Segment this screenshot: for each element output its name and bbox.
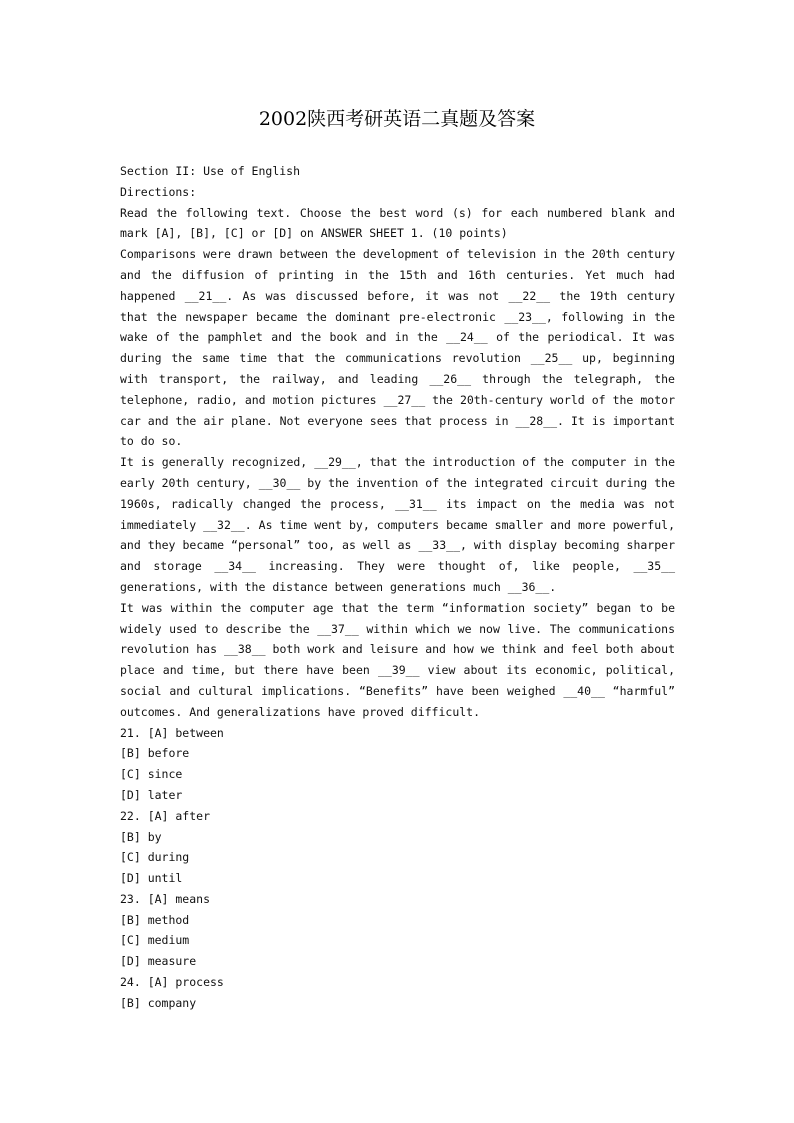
directions-text: Read the following text. Choose the best word (s) for each numbered blank and mark [A], [B], [C] or [D] on ANSWER SHEET 1. (10 points): [120, 205, 675, 241]
option-22-a: 22. [A] after: [120, 808, 211, 823]
option-23-a: 23. [A] means: [120, 891, 211, 906]
option-23-c: [C] medium: [120, 933, 190, 948]
option-22-b: [B] by: [120, 829, 162, 844]
section-heading: Section II: Use of English: [120, 164, 301, 178]
option-24-a: 24. [A] process: [120, 975, 224, 990]
option-21-b: [B] before: [120, 746, 190, 761]
option-22-d: [D] until: [120, 871, 183, 886]
document-title: 2002陕西考研英语二真题及答案: [258, 108, 536, 130]
directions-label: Directions:: [120, 184, 197, 199]
passage-paragraph-1: Comparisons were drawn between the development of television in the 20th century and the diffusion of printing in the 15th and 16th centuries. Yet much had happened __21__. As was discussed before, it was not __22__ the 19th century that the newspaper became the dominant pre-electronic __23__, following in the wake of the pamphlet and the book and in the __24__ of the periodical. It was during the same time that the communications revolution __25__ up, beginning with transport, the railway, and leading __26__ through the telegraph, the telephone, radio, and motion pictures __27__ the 20th-century world of the motor car and the air plane. Not everyone sees that process in __28__. It is important to do so.: [120, 247, 675, 449]
option-22-c: [C] during: [120, 850, 190, 865]
option-24-b: [B] company: [120, 995, 197, 1010]
option-23-b: [B] method: [120, 912, 190, 927]
document-body: [120, 161, 675, 1014]
option-21-d: [D] later: [120, 787, 183, 802]
option-21-a: 21. [A] between: [120, 725, 224, 740]
option-21-c: [C] since: [120, 767, 183, 782]
passage-paragraph-3: It was within the computer age that the term “information society” began to be widely used to describe the __37__ within which we now live. The communications revolution has __38__ both work and leisure and how we think and feel both about place and time, but there have been __39__ view about its economic, political, social and cultural implications. “Benefits” have been weighed __40__ “harmful” outcomes. And generalizations have proved difficult.: [120, 600, 675, 719]
passage-paragraph-2: It is generally recognized, __29__, that the introduction of the computer in the early 20th century, __30__ by the invention of the integrated circuit during the 1960s, radically changed the process, __31__ its impact on the media was not immediately __32__. As time went by, computers became smaller and more powerful, and they became “personal” too, as well as __33__, with display becoming sharper and storage __34__ increasing. They were thought of, like people, __35__ generations, with the distance between generations much __36__.: [120, 455, 675, 594]
option-23-d: [D] measure: [120, 954, 197, 969]
